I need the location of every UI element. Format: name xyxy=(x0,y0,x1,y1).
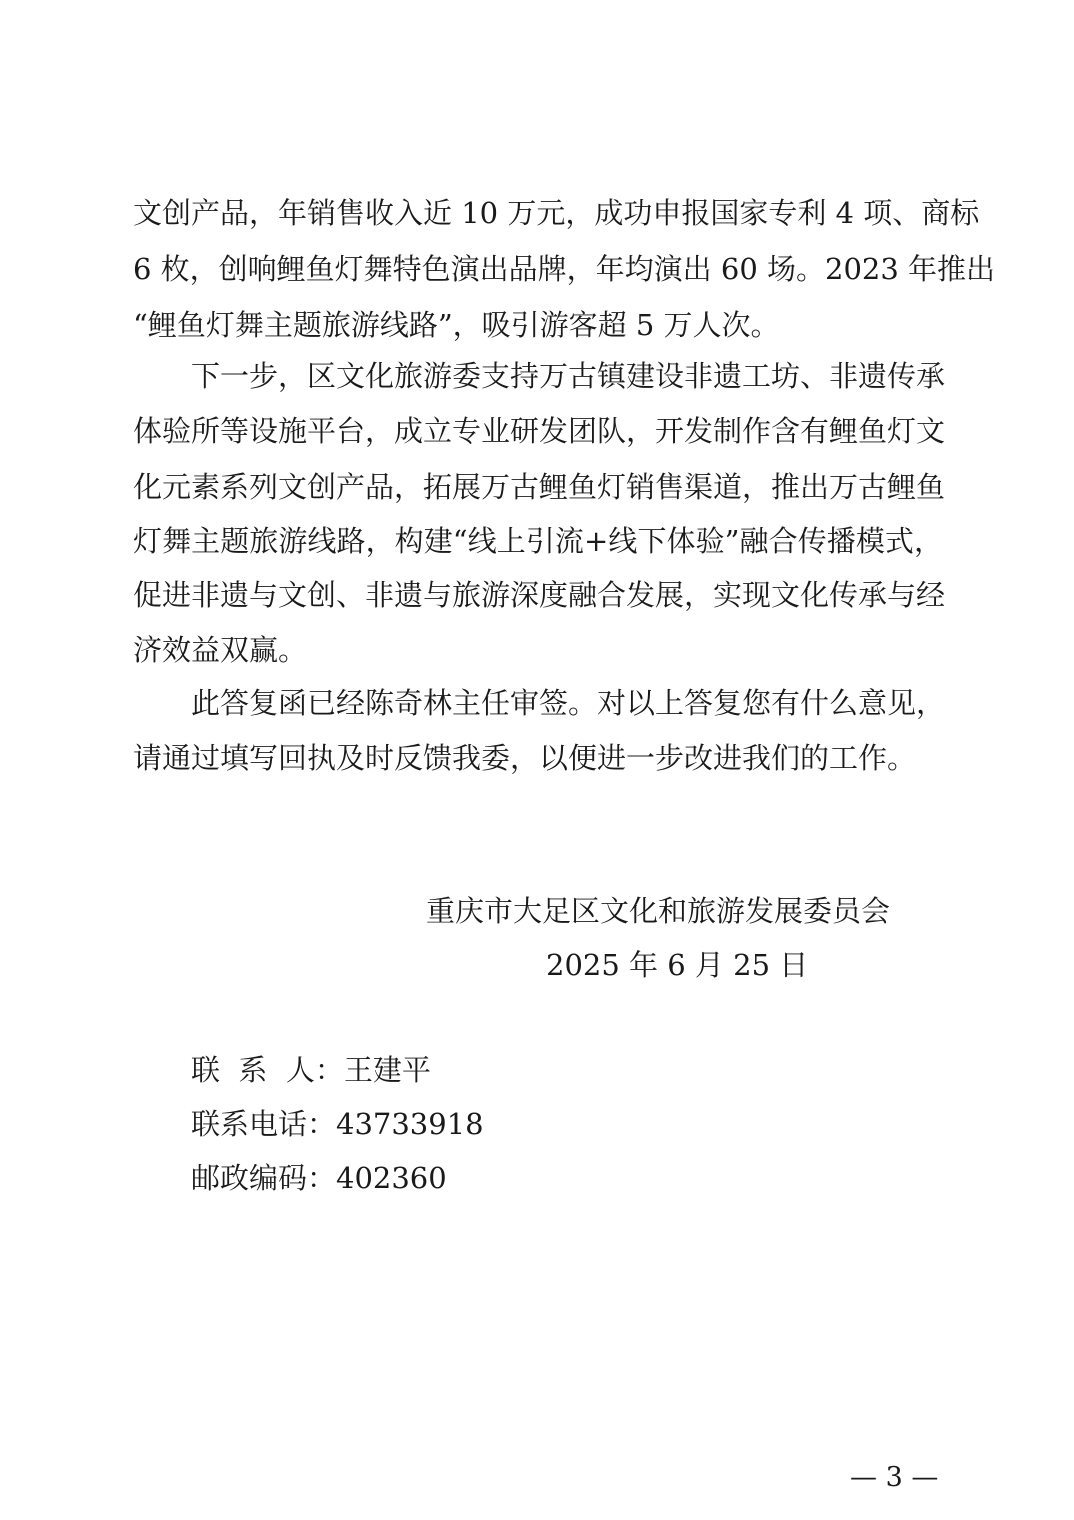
contact-person: 联 系 人：王建平 xyxy=(191,1053,431,1087)
contact-phone: 联系电话：43733918 xyxy=(191,1107,484,1141)
body-text-line: 济效益双赢。 xyxy=(133,633,308,667)
body-text-line: 灯舞主题旅游线路，构建“线上引流+线下体验”融合传播模式， xyxy=(133,524,943,558)
body-text-line: 此答复函已经陈奇林主任审签。对以上答复您有什么意见， xyxy=(191,686,946,720)
page-number: — 3 — xyxy=(850,1462,939,1493)
contact-postcode: 邮政编码：402360 xyxy=(191,1161,447,1195)
signature-date: 2025 年 6 月 25 日 xyxy=(546,948,809,982)
body-text-line: 促进非遗与文创、非遗与旅游深度融合发展，实现文化传承与经 xyxy=(133,578,946,612)
body-text-line: 请通过填写回执及时反馈我委，以便进一步改进我们的工作。 xyxy=(133,741,917,775)
signature-organization: 重庆市大足区文化和旅游发展委员会 xyxy=(426,894,891,928)
body-text-line: 体验所等设施平台，成立专业研发团队，开发制作含有鲤鱼灯文 xyxy=(133,414,946,448)
body-text-line: “鲤鱼灯舞主题旅游线路”，吸引游客超 5 万人次。 xyxy=(133,308,780,342)
body-text-line: 化元素系列文创产品，拓展万古鲤鱼灯销售渠道，推出万古鲤鱼 xyxy=(133,470,946,504)
body-text-line: 文创产品，年销售收入近 10 万元，成功申报国家专利 4 项、商标 xyxy=(133,196,980,230)
body-text-line: 下一步，区文化旅游委支持万古镇建设非遗工坊、非遗传承 xyxy=(191,359,946,393)
body-text-line: 6 枚，创响鲤鱼灯舞特色演出品牌，年均演出 60 场。2023 年推出 xyxy=(133,252,996,286)
